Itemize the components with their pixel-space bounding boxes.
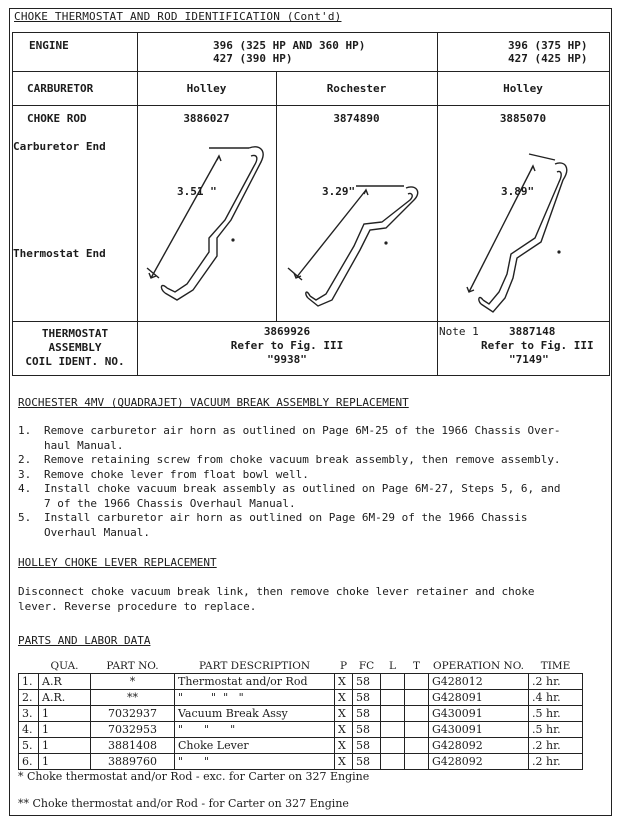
description-cell: " " xyxy=(175,754,335,770)
assembly-label-2: ASSEMBLY xyxy=(48,341,102,354)
holley-line: lever. Reverse procedure to replace. xyxy=(18,600,257,613)
header-l: L xyxy=(389,659,396,672)
row-number: 2. xyxy=(19,690,39,706)
fc-cell: 58 xyxy=(353,674,381,690)
choke-identification-table xyxy=(12,32,610,376)
t-cell xyxy=(405,754,429,770)
t-cell xyxy=(405,722,429,738)
assembly-a-part: 3869926 xyxy=(263,325,311,338)
operation-cell: G428091 xyxy=(429,690,529,706)
footnote-single-star: * Choke thermostat and/or Rod - exc. for Carter on 327 Engine xyxy=(18,770,370,783)
choke-rod-3-drawing xyxy=(437,128,609,318)
t-cell xyxy=(405,674,429,690)
description-cell: " " " " xyxy=(175,690,335,706)
choke-rod-label: CHOKE ROD xyxy=(27,112,87,125)
rod-1-dimension: 3.51 " xyxy=(177,185,217,198)
fc-cell: 58 xyxy=(353,738,381,754)
step-line: Remove retaining screw from choke vacuum break assembly, then remove assembly. xyxy=(44,453,561,466)
engine-col1-line1: 396 (325 HP AND 360 HP) xyxy=(213,39,366,52)
step-item xyxy=(18,453,608,468)
step-line: Remove choke lever from float bowl well. xyxy=(44,467,309,481)
rochester-steps xyxy=(18,424,608,540)
rod-3-dimension: 3.89" xyxy=(501,185,535,198)
engine-col1-line2: 427 (390 HP) xyxy=(213,52,293,65)
header-part-no: PART NO. xyxy=(106,659,159,672)
part-no-cell: * xyxy=(91,674,175,690)
step-line: 7 of the 1966 Chassis Overhaul Manual. xyxy=(44,496,296,510)
choke-rod-2-drawing xyxy=(276,128,437,318)
assembly-b-code: "7149" xyxy=(509,353,549,366)
assembly-a-code: "9938" xyxy=(267,353,307,366)
header-t: T xyxy=(412,659,420,672)
engine-col2-line2: 427 (425 HP) xyxy=(508,52,588,65)
header-time: TIME xyxy=(540,659,571,672)
row-number: 1. xyxy=(19,674,39,690)
row-number: 5. xyxy=(19,738,39,754)
t-cell xyxy=(405,706,429,722)
row-divider xyxy=(13,321,609,322)
holley-heading: HOLLEY CHOKE LEVER REPLACEMENT xyxy=(18,556,217,569)
choke-rod-1-drawing xyxy=(137,128,276,318)
time-cell: .2 hr. xyxy=(529,738,583,754)
parts-header-row xyxy=(19,658,583,674)
page-title: CHOKE THERMOSTAT AND ROD IDENTIFICATION (Cont'd) xyxy=(14,10,342,23)
carburetor-holley-2: Holley xyxy=(503,82,543,95)
row-divider xyxy=(13,71,609,72)
step-item xyxy=(18,424,608,453)
part-no-cell: 3881408 xyxy=(91,738,175,754)
table-row xyxy=(19,690,583,706)
p-cell: X xyxy=(335,706,353,722)
assembly-a-ref: Refer to Fig. III xyxy=(230,339,344,352)
header-fc: FC xyxy=(358,659,375,672)
qua-cell: A.R. xyxy=(39,690,91,706)
qua-cell: 1 xyxy=(39,754,91,770)
fc-cell: 58 xyxy=(353,722,381,738)
step-number: 4. xyxy=(18,482,32,495)
holley-paragraph xyxy=(18,584,606,614)
choke-rod-3885070: 3885070 xyxy=(499,112,547,125)
carburetor-rochester: Rochester xyxy=(326,82,387,95)
step-item xyxy=(18,482,608,511)
step-number: 5. xyxy=(18,511,32,524)
table-row xyxy=(19,674,583,690)
rod-2-dimension: 3.29" xyxy=(322,185,356,198)
choke-rod-3874890: 3874890 xyxy=(333,112,380,125)
thermostat-end-label: Thermostat End xyxy=(13,247,106,260)
assembly-label-3: COIL IDENT. NO. xyxy=(25,355,125,368)
part-no-cell: 3889760 xyxy=(91,754,175,770)
description-cell: Choke Lever xyxy=(175,738,335,754)
description-cell: Vacuum Break Assy xyxy=(175,706,335,722)
step-number: 1. xyxy=(18,424,32,437)
p-cell: X xyxy=(335,674,353,690)
qua-cell: 1 xyxy=(39,706,91,722)
step-line: haul Manual. xyxy=(44,438,124,452)
step-number: 2. xyxy=(18,453,32,466)
carburetor-end-label: Carburetor End xyxy=(13,140,106,153)
table-row xyxy=(19,754,583,770)
l-cell xyxy=(381,754,405,770)
header-qua: QUA. xyxy=(50,659,79,672)
assembly-b-note: Note 1 xyxy=(439,325,479,338)
header-description: PART DESCRIPTION xyxy=(198,659,311,672)
assembly-b-ref: Refer to Fig. III xyxy=(481,339,594,352)
operation-cell: G430091 xyxy=(429,722,529,738)
row-number: 3. xyxy=(19,706,39,722)
row-number: 6. xyxy=(19,754,39,770)
step-line: Overhaul Manual. xyxy=(44,525,150,539)
holley-line: Disconnect choke vacuum break link, then remove choke lever retainer and choke xyxy=(18,585,535,598)
fc-cell: 58 xyxy=(353,706,381,722)
part-no-cell: ** xyxy=(91,690,175,706)
time-cell: .2 hr. xyxy=(529,754,583,770)
step-line: Remove carburetor air horn as outlined on Page 6M-25 of the 1966 Chassis Over- xyxy=(44,424,561,437)
l-cell xyxy=(381,738,405,754)
t-cell xyxy=(405,690,429,706)
step-number: 3. xyxy=(18,467,32,481)
l-cell xyxy=(381,674,405,690)
time-cell: .4 hr. xyxy=(529,690,583,706)
qua-cell: A.R xyxy=(39,674,91,690)
time-cell: .5 hr. xyxy=(529,722,583,738)
operation-cell: G428092 xyxy=(429,754,529,770)
footnote-double-star: ** Choke thermostat and/or Rod - for Carter on 327 Engine xyxy=(18,797,349,810)
operation-cell: G428012 xyxy=(429,674,529,690)
step-line: Install choke vacuum break assembly as outlined on Page 6M-27, Steps 5, 6, and xyxy=(44,482,561,495)
parts-heading: PARTS AND LABOR DATA xyxy=(18,634,151,647)
row-divider xyxy=(13,105,609,106)
qua-cell: 1 xyxy=(39,722,91,738)
carburetor-label: CARBURETOR xyxy=(27,82,94,95)
step-item xyxy=(18,511,608,540)
description-cell: Thermostat and/or Rod xyxy=(175,674,335,690)
step-item xyxy=(18,468,608,483)
p-cell: X xyxy=(335,754,353,770)
part-no-cell: 7032953 xyxy=(91,722,175,738)
operation-cell: G430091 xyxy=(429,706,529,722)
fc-cell: 58 xyxy=(353,690,381,706)
p-cell: X xyxy=(335,738,353,754)
operation-cell: G428092 xyxy=(429,738,529,754)
header-operation: OPERATION NO. xyxy=(432,659,525,672)
p-cell: X xyxy=(335,690,353,706)
time-cell: .2 hr. xyxy=(529,674,583,690)
time-cell: .5 hr. xyxy=(529,706,583,722)
assembly-b-part: 3887148 xyxy=(509,325,556,338)
description-cell: " " " xyxy=(175,722,335,738)
assembly-label-1: THERMOSTAT xyxy=(41,327,109,340)
l-cell xyxy=(381,706,405,722)
l-cell xyxy=(381,722,405,738)
table-row xyxy=(19,706,583,722)
engine-label: ENGINE xyxy=(29,39,69,52)
choke-rod-3886027: 3886027 xyxy=(183,112,230,125)
parts-labor-table xyxy=(18,658,583,770)
table-row xyxy=(19,722,583,738)
t-cell xyxy=(405,738,429,754)
part-no-cell: 7032937 xyxy=(91,706,175,722)
row-number: 4. xyxy=(19,722,39,738)
qua-cell: 1 xyxy=(39,738,91,754)
table-row xyxy=(19,738,583,754)
engine-col2-line1: 396 (375 HP) xyxy=(508,39,588,52)
l-cell xyxy=(381,690,405,706)
carburetor-holley-1: Holley xyxy=(186,82,227,95)
fc-cell: 58 xyxy=(353,754,381,770)
p-cell: X xyxy=(335,722,353,738)
header-p: P xyxy=(339,659,348,672)
rochester-heading: ROCHESTER 4MV (QUADRAJET) VACUUM BREAK ASSEMBLY REPLACEMENT xyxy=(18,396,409,409)
step-line: Install carburetor air horn as outlined on Page 6M-29 of the 1966 Chassis xyxy=(44,511,528,524)
